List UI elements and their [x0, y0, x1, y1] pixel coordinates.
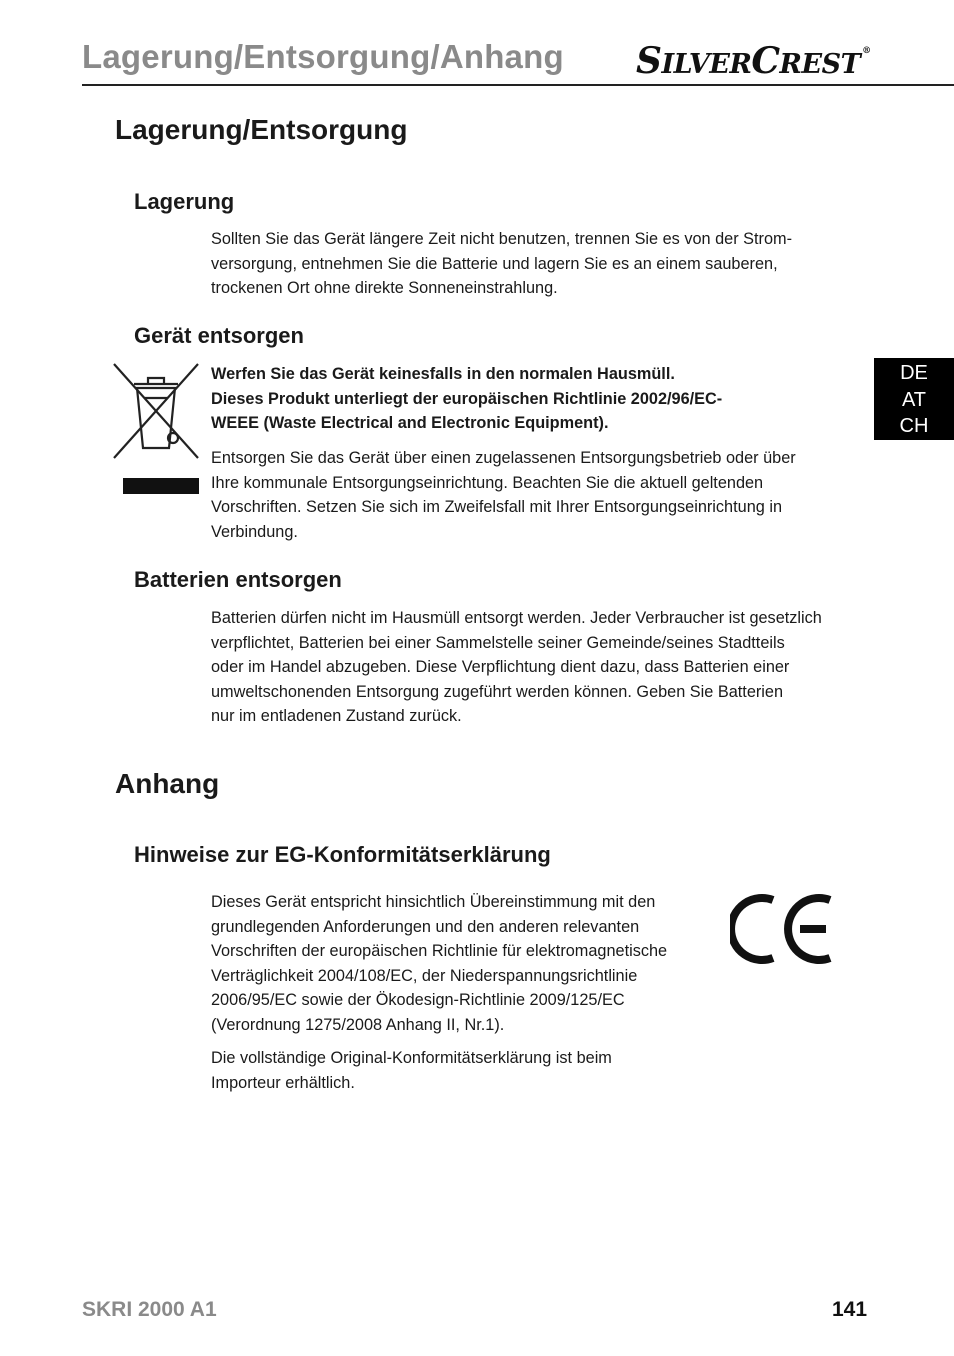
section-heading-appendix: Anhang — [115, 768, 220, 799]
subheading-device-disposal: Gerät entsorgen — [134, 323, 304, 348]
text-line: Verträglichkeit 2004/108/EC, der Niederspannungsrichtlinie — [211, 966, 638, 985]
device-disposal-warning — [211, 362, 722, 436]
subheading-storage: Lagerung — [134, 189, 235, 214]
text-line: WEEE (Waste Electrical and Electronic Equipment). — [211, 414, 609, 433]
text-line: Batterien dürfen nicht im Hausmüll entsorgt werden. Jeder Verbraucher ist gesetzlich — [211, 609, 822, 627]
text-line: Dieses Gerät entspricht hinsichtlich Übereinstimmung mit den — [211, 893, 656, 911]
subheading-battery-disposal: Batterien entsorgen — [134, 567, 342, 592]
text-line: verpflichtet, Batterien bei einer Sammelstelle seiner Gemeinde/seines Stadtteils — [211, 633, 785, 652]
text-line: grundlegenden Anforderungen und den anderen relevanten — [211, 917, 640, 936]
text-line: Vorschriften. Setzen Sie sich im Zweifelsfall mit Ihrer Entsorgungseinrichtung in — [211, 498, 782, 517]
text-line: Die vollständige Original-Konformitätserklärung ist beim — [211, 1049, 612, 1067]
header-divider — [82, 84, 954, 86]
battery-disposal-paragraph — [211, 606, 822, 729]
device-disposal-paragraph — [211, 446, 796, 544]
text-line: versorgung, entnehmen Sie die Batterie und lagern Sie es an einem sauberen, — [211, 254, 778, 273]
text-line: Importeur erhältlich. — [211, 1073, 355, 1092]
text-line: umweltschonenden Entsorgung zugeführt werden können. Geben Sie Batterien — [211, 682, 784, 701]
text-line: nur im entladenen Zustand zurück. — [211, 707, 462, 726]
text-line: Entsorgen Sie das Gerät über einen zugelassenen Entsorgungsbetrieb oder über — [211, 449, 796, 467]
page-number: 141 — [832, 1298, 868, 1321]
conformity-paragraph — [211, 890, 667, 1038]
language-code: CH — [899, 415, 929, 437]
subheading-conformity: Hinweise zur EG-Konformitätserklärung — [134, 842, 551, 867]
text-line: Dieses Produkt unterliegt der europäischen Richtlinie 2002/96/EC- — [211, 389, 723, 408]
page-header-title: Lagerung/Entsorgung/Anhang — [82, 38, 564, 75]
language-tab — [874, 358, 954, 440]
text-line: (Verordnung 1275/2008 Anhang II, Nr.1). — [211, 1015, 505, 1034]
text-line: Vorschriften der europäischen Richtlinie für elektromagnetische — [211, 942, 668, 961]
weee-crossed-bin-icon — [110, 362, 202, 498]
conformity-importer-paragraph — [211, 1046, 612, 1095]
language-code: AT — [901, 388, 927, 411]
text-line: Ihre kommunale Entsorgungseinrichtung. Beachten Sie die aktuell geltenden — [211, 473, 764, 492]
text-line: trockenen Ort ohne direkte Sonneneinstrahlung. — [211, 279, 558, 298]
footer-model-number: SKRI 2000 A1 — [82, 1298, 217, 1321]
text-line: Sollten Sie das Gerät längere Zeit nicht benutzen, trennen Sie es von der Strom- — [211, 230, 793, 248]
text-line: Werfen Sie das Gerät keinesfalls in den normalen Hausmüll. — [211, 365, 675, 383]
section-heading-storage-disposal: Lagerung/Entsorgung — [115, 114, 408, 145]
text-line: Verbindung. — [211, 522, 298, 541]
language-code: DE — [900, 362, 928, 384]
ce-mark-icon — [730, 893, 834, 965]
text-line: 2006/95/EC sowie der Ökodesign-Richtlinie 2009/125/EC — [211, 991, 625, 1010]
storage-paragraph — [211, 227, 792, 301]
silvercrest-logo: SILVERCREST ® — [636, 40, 871, 82]
text-line: oder im Handel abzugeben. Diese Verpflichtung dient dazu, dass Batterien einer — [211, 658, 790, 677]
